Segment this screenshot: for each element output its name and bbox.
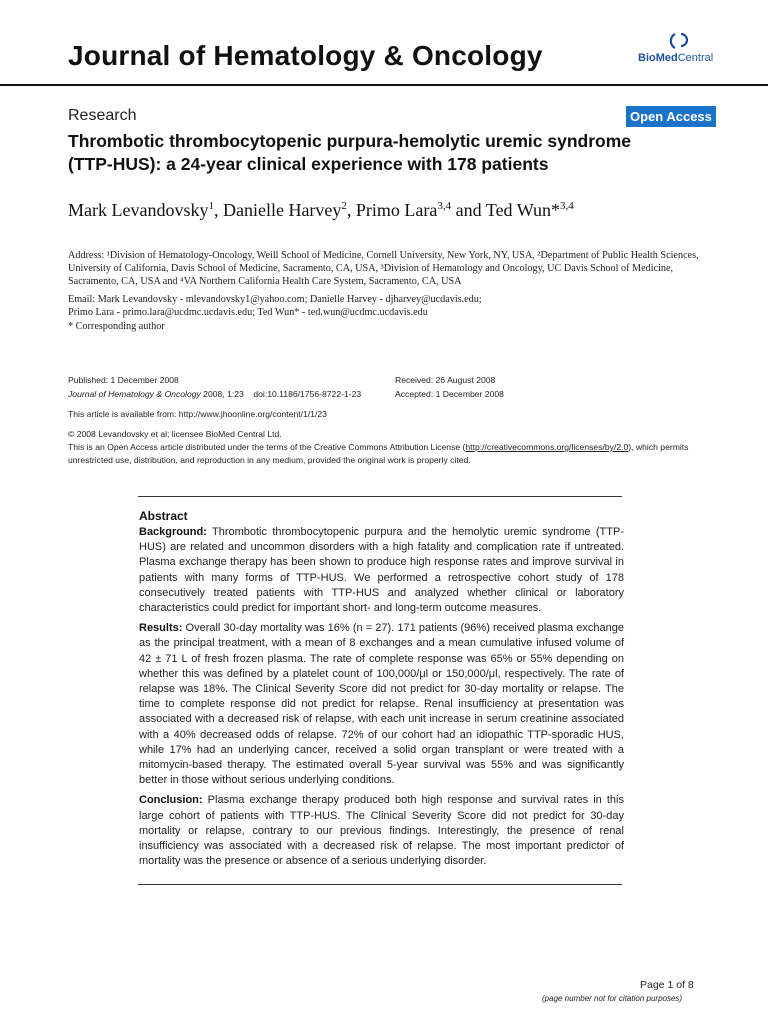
author-name: Danielle Harvey bbox=[222, 200, 342, 220]
abstract-top-rule bbox=[138, 496, 622, 497]
author-affiliation: 3,4 bbox=[560, 200, 574, 212]
article-title: Thrombotic thrombocytopenic purpura-hemolytic uremic syndrome (TTP-HUS): a 24-year clinical experience with 178 patients bbox=[68, 131, 631, 174]
history-dates bbox=[395, 373, 635, 401]
open-access-badge: Open Access bbox=[626, 106, 716, 127]
abstract-label: Results: bbox=[139, 622, 183, 635]
abstract-results: Results: Overall 30-day mortality was 16% (n = 27). 171 patients (96%) received plasma exchange as the principal treatment, with a mean of 8 exchanges and a mean cumulative infused volume of 42 ± 71 L of fresh frozen plasma. The rate of complete response was 65% or 55% depending on whether this was defined by a platelet count of 100,000/μl or 150,000/μl, respectively. The rate of relapse was 18%. The Clinical Severity Score did not predict for 30-day mortality or relapse. The time to complete response did not predict for relapse. Renal insufficiency at presentation was associated with a decreased risk of relapse, with each unit increase in serum creatinine associated with a 40% decreased odds of relapse. 72% of our cohort had an idiopathic TTP-sporadic HUS, while 17% had an underlying cancer, received a solid organ transplant or were treated with a mitomycin-based therapy. The estimated overall 5-year survival was 55% and was significantly better in those without serious underlying conditions. bbox=[139, 622, 624, 787]
published-date: Published: 1 December 2008 bbox=[68, 375, 179, 385]
license-block bbox=[68, 428, 708, 467]
corresponding-author-note: * Corresponding author bbox=[68, 321, 165, 332]
author-addresses: Address: ¹Division of Hematology-Oncology, Weill School of Medicine, Cornell University, New York, NY, USA, ²Department of Public Health Sciences, University of California, Davis School of Medicine, Sacramento, CA, USA, ³Division of Hematology and Oncology, UC Davis School of Medicine, Sacramento, CA, USA and ⁴VA Northern California Health Care System, Sacramento, CA, USA bbox=[68, 250, 699, 287]
abstract-box bbox=[139, 509, 624, 874]
citation-details: 2008, 1:23 doi:10.1186/1756-8722-1-23 bbox=[200, 389, 362, 399]
abstract-label: Conclusion: bbox=[139, 794, 203, 807]
email-line: Email: Mark Levandovsky - mlevandovsky1@yahoo.com; Danielle Harvey - djharvey@ucdavis.edu; bbox=[68, 294, 482, 305]
publication-details bbox=[68, 373, 388, 401]
received-date: Received: 26 August 2008 bbox=[395, 375, 496, 385]
author-affiliation: 3,4 bbox=[437, 200, 452, 212]
copyright-line: © 2008 Levandovsky et al; licensee BioMed Central Ltd. bbox=[68, 429, 282, 439]
author-affiliation: 2 bbox=[341, 200, 347, 212]
author-name: Mark Levandovsky bbox=[68, 200, 209, 220]
license-link[interactable]: http://creativecommons.org/licenses/by/2.0 bbox=[465, 442, 629, 452]
author-affiliation: 1 bbox=[208, 200, 214, 212]
author-list: Mark Levandovsky$^1$, Danielle Harvey$^2$, Primo Lara$^{3,4}$ and Ted Wun*$^{3,4}$ bbox=[68, 200, 574, 220]
license-text: This is an Open Access article distributed under the terms of the Creative Commons Attribution License (http://creativecommons.org/licenses/by/2.0), which permits unrestricted use, distribution, and reproduction in any medium, provided the original work is properly cited. bbox=[68, 442, 689, 465]
abstract-conclusion: Conclusion: Plasma exchange therapy produced both high response and survival rates in this large cohort of patients with TTP-HUS. The Clinical Severity Score did not predict for 30-day mortality or relapse, contrary to our previous findings. Interestingly, the presence of renal insufficiency was associated with a decreased risk of relapse. The most important predictor of mortality was the presence or absence of a serious underlying disorder. bbox=[139, 794, 624, 868]
page-number-note: (page number not for citation purposes) bbox=[542, 994, 683, 1003]
citation-journal: Journal of Hematology & Oncology bbox=[68, 389, 201, 399]
citation bbox=[68, 387, 388, 401]
publisher-name bbox=[638, 52, 713, 64]
author-name: Primo Lara bbox=[355, 200, 438, 220]
abstract-bottom-rule bbox=[138, 884, 622, 885]
accepted-date: Accepted: 1 December 2008 bbox=[395, 389, 504, 399]
availability-note: This article is available from: http://www.jhoonline.org/content/1/1/23 bbox=[68, 409, 327, 419]
page-number: Page 1 of 8 bbox=[640, 979, 694, 991]
publisher-name-regular: Central bbox=[677, 52, 714, 64]
abstract-label: Background: bbox=[139, 526, 207, 538]
author-name: Ted Wun* bbox=[485, 200, 560, 220]
publisher-logo bbox=[638, 32, 718, 72]
header-rule bbox=[0, 84, 768, 86]
biomed-central-logo-icon bbox=[668, 32, 690, 50]
email-line: Primo Lara - primo.lara@ucdmc.ucdavis.edu; Ted Wun* - ted.wun@ucdmc.ucdavis.edu bbox=[68, 307, 428, 318]
abstract-heading: Abstract bbox=[139, 509, 188, 523]
abstract-background: Background: Thrombotic thrombocytopenic purpura and the hemolytic uremic syndrome (TTP-HUS) are related and uncommon disorders with a high fatality and complication rate if untreated. Plasma exchange therapy has been shown to produce high response rates and improve survival in patients with many forms of TTP-HUS. We performed a retrospective cohort study of 178 consecutively treated patients with TTP-HUS and analyzed whether clinical or laboratory characteristics could predict for important short- and long-term outcome measures. bbox=[139, 526, 624, 615]
author-emails bbox=[68, 293, 708, 319]
article-section-label: Research bbox=[68, 107, 137, 124]
publisher-name-bold: BioMed bbox=[638, 52, 678, 64]
journal-title: Journal of Hematology & Oncology bbox=[68, 40, 543, 71]
